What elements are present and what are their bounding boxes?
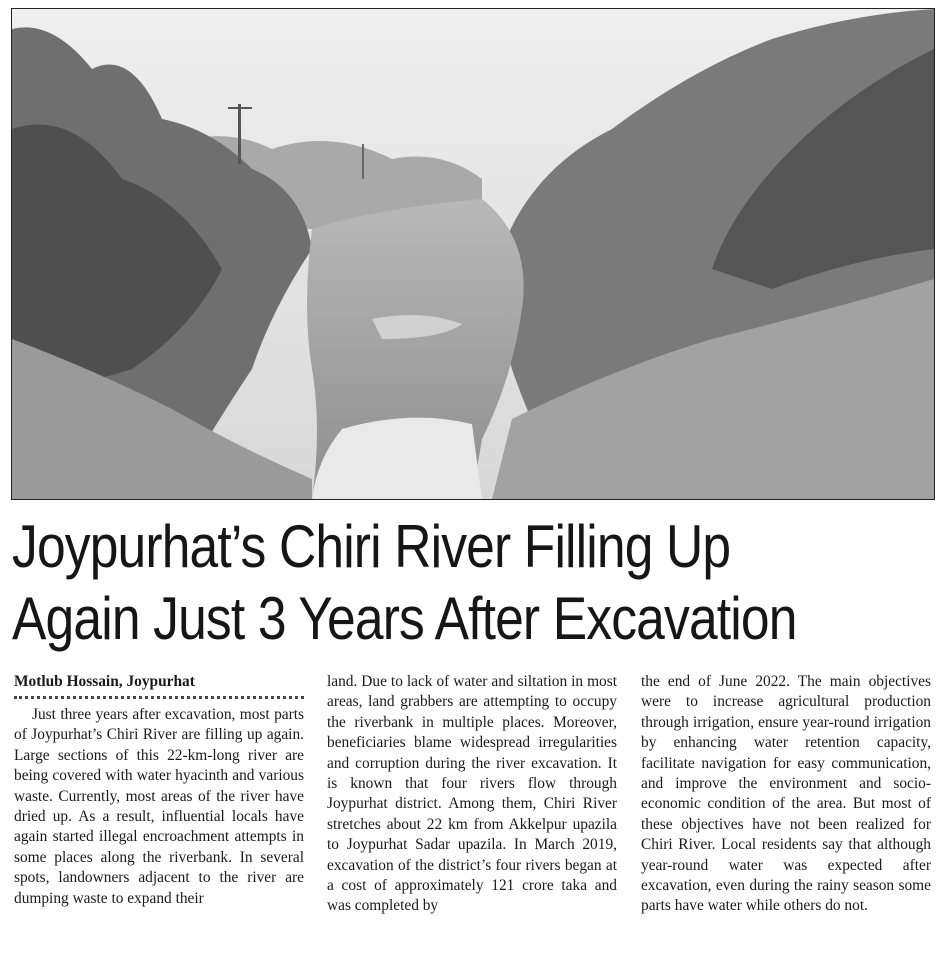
column-1-text: Just three years after excavation, most parts of Joypurhat’s Chiri River are filling up again. Large sections of this 22-km-long river are being covered with water hyacinth and various waste. Currently, most areas of the river have dried up. As a result, influential locals have again started illegal encroachment attempts in some places along the riverbank. In several spots, landowners adjacent to the river are dumping waste to expand their — [14, 706, 304, 907]
column-3-text: the end of June 2022. The main objectives were to increase agricultural production through irrigation, ensure year-round irrigation by enhancing water retention capacity, facilitate navigation for easy communication, and improve the environment and socio-economic condition of the area. But most of these objectives have not been realized for Chiri River. Local residents say that although year-round water was expected after excavation, even during the rainy season some parts have water while others do not. — [641, 673, 931, 915]
column-2-text: land. Due to lack of water and siltation in most areas, land grabbers are attempting to occupy the riverbank in multiple places. Moreover, beneficiaries blame widespread irregularities and corruption during the river excavation. It is known that four rivers flow through Joypurhat district. Among them, Chiri River stretches about 22 km from Akkelpur upazila to Joypurhat Sadar upazila. In March 2019, excavation of the district’s four rivers began at a cost of approximately 121 crore taka and was completed by — [327, 673, 617, 915]
article-column-3 — [641, 672, 931, 917]
river-photo-illustration — [12, 9, 934, 499]
headline-line-1: Joypurhat’s Chiri River Filling Up — [12, 513, 731, 580]
article-headline — [12, 511, 937, 655]
headline-line-2: Again Just 3 Years After Excavation — [12, 585, 797, 652]
news-photo — [11, 8, 935, 500]
article-column-1 — [14, 672, 304, 909]
article-column-2 — [327, 672, 617, 917]
byline: Motlub Hossain, Joypurhat — [14, 672, 304, 699]
